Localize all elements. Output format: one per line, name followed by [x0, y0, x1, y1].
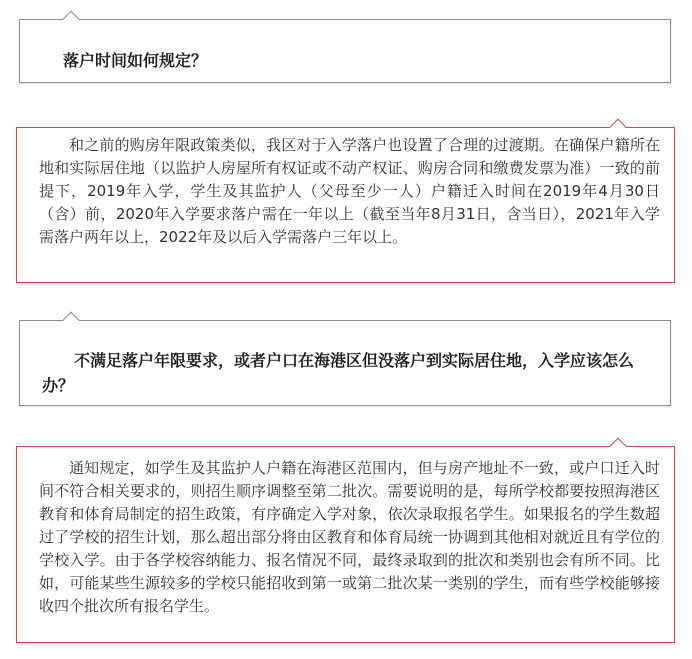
- callout-notch: [610, 119, 627, 136]
- question-text: 落户时间如何规定？: [63, 51, 208, 70]
- question-box-1: [19, 19, 671, 83]
- question-text: 不满足落户年限要求，或者户口在海港区但没落户到实际居住地，入学应该怎么办？: [42, 351, 635, 395]
- answer-box-1: [16, 127, 675, 283]
- callout-notch: [63, 312, 80, 329]
- answer-text: 通知规定，如学生及其监护人户籍在海港区范围内，但与房产地址不一致，或户口迁入时间不符合相关要求的，则招生顺序调整至第二批次。需要说明的是，每所学校都要按照海港区教育和体育局制定的招生政策，有序确定入学对象，依次录取报名学生。如果报名的学生数超过了学校的招生计划，那么超出部分将由区教育和体育局统一协调到其他相对就近且有学位的学校入学。由于各学校容纳能力、报名情况不同，最终录取到的批次和类别也会有所不同。比如，可能某些生源较多的学校只能招收到第一或第二批次某一类别的学生，而有些学校能够接收四个批次所有报名学生。: [39, 459, 660, 615]
- callout-notch: [610, 438, 627, 455]
- answer-box-2: [16, 446, 675, 643]
- question-box-2: [19, 320, 671, 406]
- answer-text: 和之前的购房年限政策类似，我区对于入学落户也设置了合理的过渡期。在确保户籍所在地和实际居住地（以监护人房屋所有权证或不动产权证、购房合同和缴费发票为准）一致的前提下，2019年入学，学生及其监护人（父母至少一人）户籍迁入时间在2019年4月30日（含）前，2020年入学要求落户需在一年以上（截至当年8月31日，含当日），2021年入学需落户两年以上，2022年及以后入学需落户三年以上。: [39, 136, 660, 246]
- callout-notch: [63, 11, 80, 28]
